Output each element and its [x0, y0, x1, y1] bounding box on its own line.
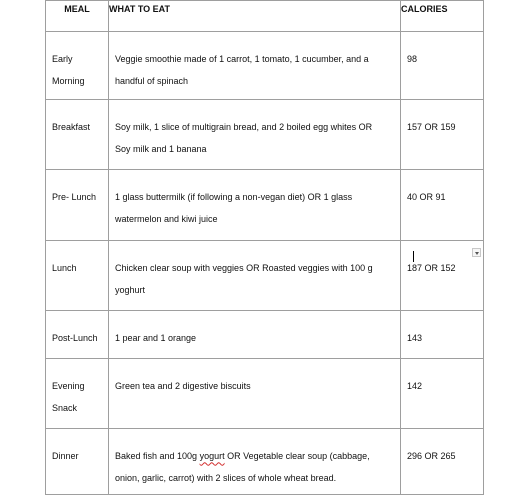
food-line: Chicken clear soup with veggies OR Roasted veggies with 100 g — [115, 262, 373, 273]
meal-cell[interactable] — [46, 99, 109, 169]
text-cursor — [413, 251, 414, 262]
calories-value: 98 — [407, 54, 418, 64]
food-line: handful of spinach — [115, 76, 189, 86]
meal-cell[interactable] — [46, 311, 109, 359]
meal-cell[interactable] — [46, 32, 109, 100]
calories-cell[interactable] — [401, 169, 484, 240]
food-line: Veggie smoothie made of 1 carrot, 1 tomato, 1 cucumber, and a — [115, 54, 369, 64]
meal-line: Breakfast — [52, 121, 91, 132]
food-cell[interactable] — [109, 99, 401, 169]
calories-cell[interactable] — [401, 429, 484, 495]
food-line: watermelon and kiwi juice — [115, 213, 218, 224]
meal-line: Early — [52, 54, 73, 64]
meal-line: Dinner — [52, 451, 79, 462]
misspelled-word[interactable]: yogurt — [199, 451, 225, 462]
calories-value: 143 — [407, 333, 423, 344]
food-cell[interactable] — [109, 169, 401, 240]
table-row — [46, 169, 484, 240]
calories-value: 40 OR 91 — [407, 191, 446, 202]
calories-cell[interactable] — [401, 359, 484, 429]
calories-cell[interactable] — [401, 99, 484, 169]
calories-value: 142 — [407, 381, 423, 392]
header-what-to-eat[interactable]: WHAT TO EAT — [109, 1, 401, 32]
table-row — [46, 99, 484, 169]
meal-line: Morning — [52, 76, 85, 86]
food-cell[interactable] — [109, 32, 401, 100]
meal-cell[interactable] — [46, 359, 109, 429]
chevron-down-icon[interactable] — [472, 248, 481, 257]
table-row — [46, 311, 484, 359]
food-line: Soy milk, 1 slice of multigrain bread, and 2 boiled egg whites OR — [115, 121, 373, 132]
header-meal[interactable]: MEAL — [46, 1, 109, 32]
diet-table — [45, 0, 484, 495]
food-line — [115, 445, 394, 467]
food-text: Baked fish and 100g — [115, 451, 200, 462]
meal-cell[interactable] — [46, 240, 109, 311]
table-row — [46, 429, 484, 495]
header-calories[interactable]: CALORIES — [401, 1, 484, 32]
calories-value: 296 OR 265 — [407, 451, 456, 462]
food-line: onion, garlic, carrot) with 2 slices of whole wheat bread. — [115, 473, 337, 484]
meal-line: Post-Lunch — [52, 333, 98, 344]
table-row — [46, 240, 484, 311]
food-line: yoghurt — [115, 284, 146, 295]
food-cell[interactable] — [109, 311, 401, 359]
meal-line: Evening — [52, 381, 85, 392]
calories-value: 157 OR 159 — [407, 121, 456, 132]
meal-line: Pre- Lunch — [52, 191, 97, 202]
food-text: OR Vegetable clear soup (cabbage, — [224, 451, 370, 462]
calories-cell[interactable] — [401, 32, 484, 100]
food-line: 1 pear and 1 orange — [115, 333, 197, 344]
food-line: 1 glass buttermilk (if following a non-vegan diet) OR 1 glass — [115, 191, 353, 202]
food-line: Green tea and 2 digestive biscuits — [115, 381, 251, 392]
table-row — [46, 359, 484, 429]
food-cell[interactable] — [109, 240, 401, 311]
meal-line: Snack — [52, 403, 78, 414]
food-cell[interactable] — [109, 359, 401, 429]
meal-line: Lunch — [52, 262, 77, 273]
meal-cell[interactable] — [46, 429, 109, 495]
calories-cell[interactable] — [401, 311, 484, 359]
food-cell[interactable] — [109, 429, 401, 495]
calories-value: 187 OR 152 — [407, 262, 456, 273]
meal-cell[interactable] — [46, 169, 109, 240]
table-row — [46, 32, 484, 100]
food-line: Soy milk and 1 banana — [115, 143, 207, 154]
header-row — [46, 1, 484, 32]
